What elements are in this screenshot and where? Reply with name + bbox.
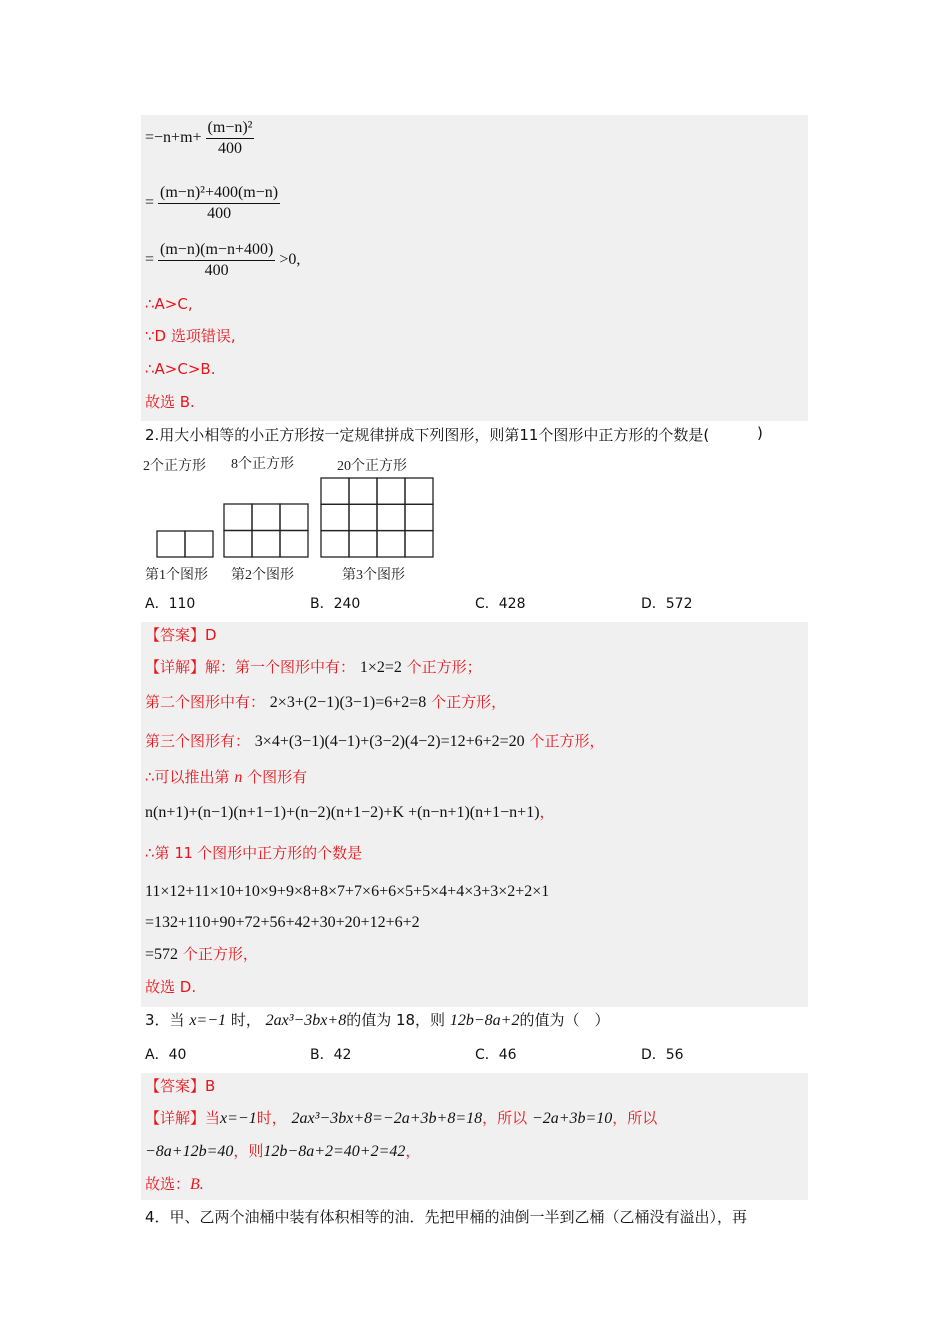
numerator: (m−n)²+400(m−n) [158,183,280,204]
detail-text: 第二个图形中有： [145,693,266,711]
q2-detail-line-9 [145,944,258,965]
count-label-1: 2个正方形 [143,459,206,474]
q3-math: 12b−8a+2 [449,1012,520,1029]
q2-option-b: B．240 [310,596,361,612]
question-3-title [145,1010,609,1031]
detail-number: 11 [174,844,193,862]
answer-shade-q3 [141,1073,808,1200]
q2-option-d: D．572 [641,596,693,612]
question-2-text: 2.用大小相等的小正方形按一定规律拼成下列图形，则第11个图形中正方形的个数是( [145,426,710,444]
question-4-title: 4．甲、乙两个油桶中装有体积相等的油．先把甲桶的油倒一半到乙桶（乙桶没有溢出），再 [145,1208,748,1226]
q3-answer: 【答案】B [145,1077,216,1095]
q3-text: 的值为（ ） [519,1011,610,1029]
detail-text: 时， [256,1109,287,1127]
detail-tail: ， [539,803,555,821]
detail-math: x=−1 [220,1110,257,1127]
detail-tail: 个正方形， [182,945,258,963]
detail-text: 第三个图形有： [145,732,251,750]
solution-line-6: ∴A>C>B. [145,360,216,378]
step-prefix: = [145,251,155,269]
q2-detail-line-4 [145,767,307,788]
q2-detail-line-1 [145,657,482,678]
detail-text: ，所以 [482,1109,528,1127]
figure-1-grid [157,531,213,557]
solution-line-7: 故选 B. [145,393,195,411]
denominator: 400 [204,262,229,279]
q2-detail-line-5 [145,802,555,823]
q2-option-c: C．428 [475,596,526,612]
q2-detail-line-6 [145,843,362,863]
q2-detail-line-2 [145,692,506,713]
detail-math: 12b−8a+2=40+2=42 [263,1143,406,1160]
count-label-3: 20个正方形 [337,459,407,474]
question-2-paren: ) [757,424,763,442]
detail-math: 2ax³−3bx+8=−2a+3b+8=18 [291,1110,483,1127]
detail-text: ，所以 [612,1109,658,1127]
q3-option-d: D．56 [641,1047,684,1063]
detail-text: 解：第一个图形中有： [205,658,356,676]
detail-math: 2×3+(2−1)(3−1)=6+2=8 [269,694,427,711]
solution-line-5: ∵D 选项错误, [145,327,236,345]
q3-detail-line-3 [145,1174,204,1195]
q2-answer: 【答案】D [145,626,217,644]
q2-option-a: A．110 [145,596,196,612]
q3-math: x=−1 [189,1012,227,1029]
step-suffix: >0, [279,251,301,269]
q3-math: 2ax³−3bx+8 [265,1012,347,1029]
detail-math: 1×2=2 [359,659,402,676]
q2-detail-line-7: 11×12+11×10+10×9+9×8+8×7+7×6+6×5+5×4+4×3+3×2+2×1 [145,883,550,900]
square-pattern-figure [0,0,950,600]
q3-text: 的值为 18，则 [346,1011,446,1029]
q3-option-b: B．42 [310,1047,352,1063]
detail-math: n(n+1)+(n−1)(n+1−1)+(n−2)(n+1−2)+K +(n−n+1)(n+1−n+1) [145,804,540,821]
q3-text: 3．当 [145,1011,185,1029]
detail-math: 3×4+(3−1)(4−1)+(3−2)(4−2)=12+6+2=20 [254,733,525,750]
detail-text: ， [405,1142,421,1160]
count-label-2: 8个正方形 [231,457,294,472]
detail-label: 【详解】 [145,1109,206,1127]
detail-text: ，则 [233,1142,264,1160]
detail-text: 故选： [145,1175,191,1193]
detail-math: =572 [145,946,179,963]
numerator: (m−n)² [206,118,255,139]
step-prefix: =−n+m+ [145,129,202,147]
q2-detail-line-3 [145,731,604,752]
detail-tail: 个正方形， [431,693,507,711]
numerator: (m−n)(m−n+400) [158,240,275,261]
detail-tail: 个正方形； [406,658,482,676]
figure-2-grid [224,504,308,557]
detail-var-n: n [234,769,243,786]
detail-math: −8a+12b=40 [145,1143,234,1160]
detail-text: ∴第 [145,844,170,862]
solution-line-4: ∴A>C, [145,295,193,313]
detail-tail: 个正方形， [529,732,605,750]
q2-detail-line-8: =132+110+90+72+56+42+30+20+12+6+2 [145,914,420,931]
q2-detail-line-10: 故选 D. [145,978,197,996]
q3-text: 时， [230,1011,261,1029]
q3-option-a: A．40 [145,1047,187,1063]
detail-math: −2a+3b=10 [531,1110,613,1127]
detail-text: ∴可以推出第 [145,768,230,786]
figure-label-3: 第3个图形 [342,568,405,583]
q3-detail-line-1 [145,1108,657,1129]
q3-detail-line-2 [145,1141,420,1162]
denominator: 400 [207,205,232,222]
detail-label: 【详解】 [145,658,206,676]
q3-option-c: C．46 [475,1047,517,1063]
figure-3-grid [321,478,433,557]
denominator: 400 [218,140,242,157]
detail-tail: 个图形有 [247,768,308,786]
step-prefix: = [145,194,155,212]
detail-math: B. [190,1176,204,1193]
figure-label-1: 第1个图形 [145,568,208,583]
detail-text: 个图形中正方形的个数是 [197,844,363,862]
detail-text: 当 [205,1109,221,1127]
figure-label-2: 第2个图形 [231,568,294,583]
